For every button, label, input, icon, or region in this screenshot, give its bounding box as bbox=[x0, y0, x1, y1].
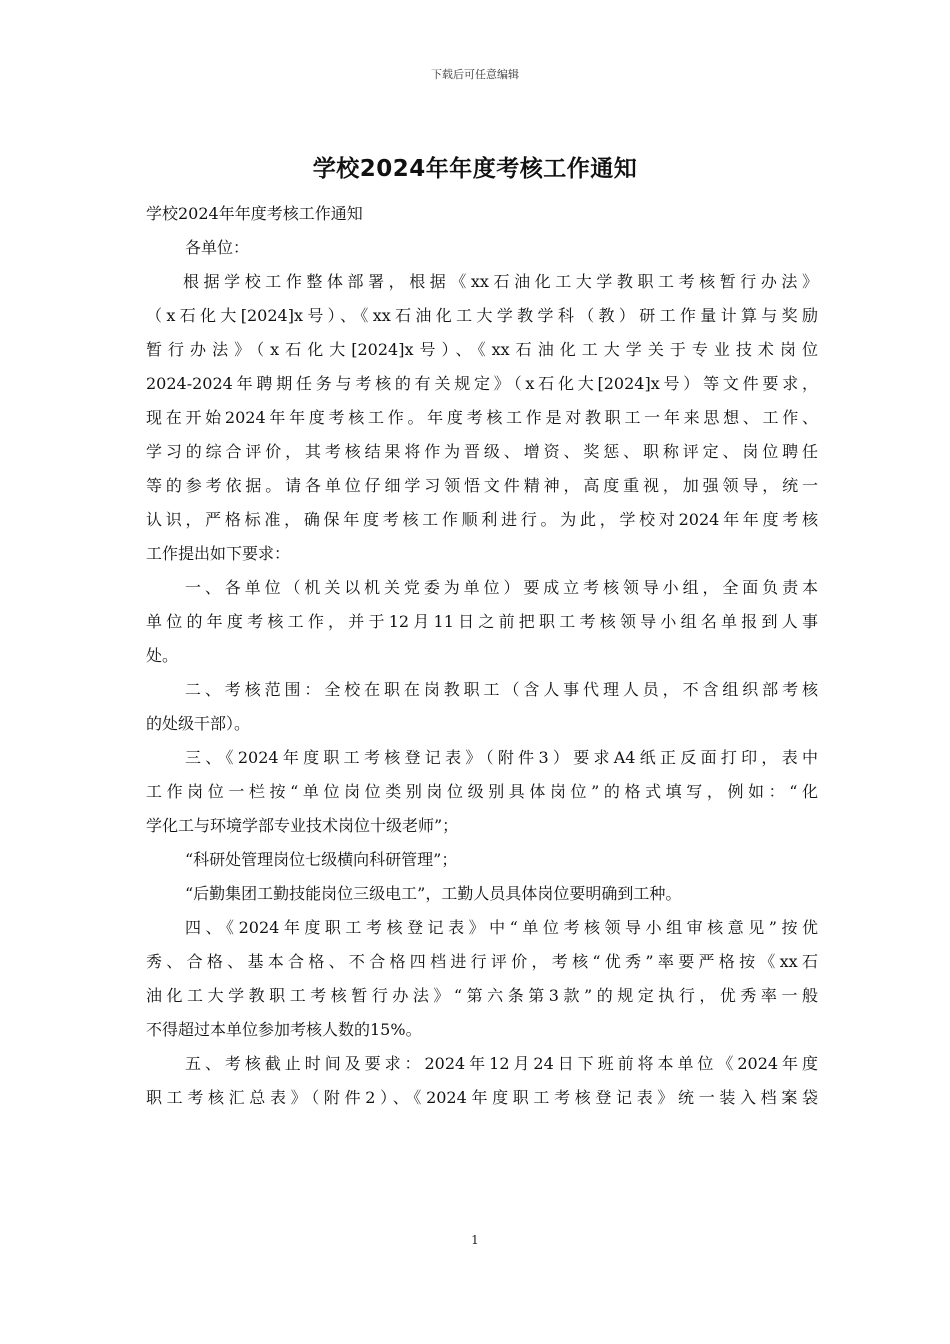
paragraph-line: 单位的年度考核工作，并于12月11日之前把职工考核领导小组名单报到人事 bbox=[146, 612, 818, 631]
page-header: 下载后可任意编辑 bbox=[431, 68, 519, 81]
paragraph-line: 的处级干部）。 bbox=[146, 714, 251, 733]
subtitle-line: 学校2024年年度考核工作通知 bbox=[146, 204, 363, 223]
paragraph-line: 学化工与环境学部专业技术岗位十级老师”； bbox=[146, 816, 459, 835]
paragraph-line: 现在开始2024年年度考核工作。年度考核工作是对教职工一年来思想、工作、 bbox=[146, 408, 818, 427]
paragraph-line: 认识，严格标准，确保年度考核工作顺利进行。为此，学校对2024年年度考核 bbox=[146, 510, 818, 529]
paragraph-line: 秀、合格、基本合格、不合格四档进行评价，考核“优秀”率要严格按《xx石 bbox=[146, 952, 818, 971]
paragraph-line: 不得超过本单位参加考核人数的15%。 bbox=[146, 1020, 422, 1039]
paragraph-line: 工作提出如下要求： bbox=[146, 544, 291, 563]
paragraph-line: 工作岗位一栏按“单位岗位类别岗位级别具体岗位”的格式填写，例如：“化 bbox=[146, 782, 818, 801]
salutation-line: 各单位： bbox=[185, 238, 250, 257]
paragraph-line: 二、考核范围：全校在职在岗教职工（含人事代理人员，不含组织部考核 bbox=[185, 680, 818, 699]
paragraph-line: “后勤集团工勤技能岗位三级电工”，工勤人员具体岗位要明确到工种。 bbox=[185, 884, 682, 903]
paragraph-line: 职工考核汇总表》（附件2）、《2024年度职工考核登记表》统一装入档案袋 bbox=[146, 1088, 818, 1107]
paragraph-line: 等的参考依据。请各单位仔细学习领悟文件精神，高度重视，加强领导，统一 bbox=[146, 476, 818, 495]
paragraph-line: 暂行办法》（x石化大[2024]x号）、《xx石油化工大学关于专业技术岗位 bbox=[146, 340, 818, 359]
document-title: 学校2024年年度考核工作通知 bbox=[312, 156, 638, 182]
paragraph-line: 2024-2024年聘期任务与考核的有关规定》（x石化大[2024]x号）等文件要求， bbox=[146, 374, 818, 393]
document-body bbox=[146, 197, 818, 1115]
paragraph-line: 油化工大学教职工考核暂行办法》“第六条第3款”的规定执行，优秀率一般 bbox=[146, 986, 818, 1005]
paragraph-line: 五、考核截止时间及要求：2024年12月24日下班前将本单位《2024年度 bbox=[185, 1054, 818, 1073]
paragraph-line: （x石化大[2024]x号）、《xx石油化工大学教学科（教）研工作量计算与奖励 bbox=[146, 306, 818, 325]
paragraph-line: 学习的综合评价，其考核结果将作为晋级、增资、奖惩、职称评定、岗位聘任 bbox=[146, 442, 818, 461]
paragraph-line: 三、《2024年度职工考核登记表》（附件3）要求A4纸正反面打印，表中 bbox=[185, 748, 818, 767]
paragraph-line: 根据学校工作整体部署，根据《xx石油化工大学教职工考核暂行办法》 bbox=[183, 272, 818, 291]
paragraph-line: “科研处管理岗位七级横向科研管理”； bbox=[185, 850, 458, 869]
paragraph-line: 处。 bbox=[146, 646, 179, 665]
page-number: 1 bbox=[471, 1233, 479, 1247]
paragraph-line: 一、各单位（机关以机关党委为单位）要成立考核领导小组，全面负责本 bbox=[185, 578, 818, 597]
paragraph-line: 四、《2024年度职工考核登记表》中“单位考核领导小组审核意见”按优 bbox=[185, 918, 818, 937]
